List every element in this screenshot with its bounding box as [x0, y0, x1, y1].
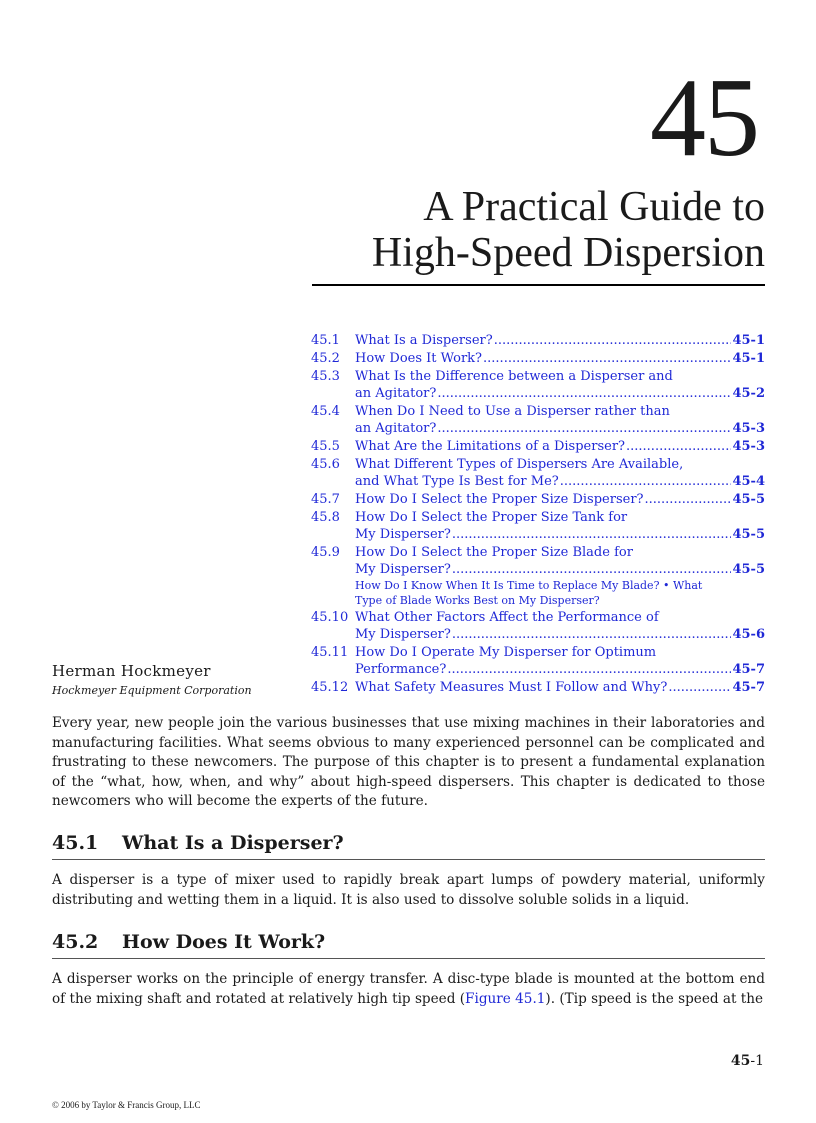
chapter-number: 45: [650, 56, 758, 180]
toc-entry-number: 45.8: [311, 510, 340, 525]
toc-entry-title: My Disperser?: [355, 527, 451, 542]
toc-page-number: 45-7: [732, 680, 765, 695]
toc-entry-title: What Are the Limitations of a Disperser?: [355, 439, 626, 454]
toc-subentry[interactable]: Type of Blade Works Best on My Disperser?: [355, 594, 600, 607]
toc-entry-title: and What Type Is Best for Me?: [355, 474, 559, 489]
figure-link[interactable]: Figure 45.1: [465, 990, 546, 1007]
toc-entry-number: 45.7: [311, 492, 340, 507]
toc-entry-number: 45.12: [311, 680, 349, 695]
toc-entry[interactable]: [311, 350, 765, 367]
toc-entry-line: [355, 561, 765, 578]
toc-entry-body: [355, 403, 765, 437]
section-45-2-paragraph: [52, 970, 765, 1009]
toc-entry-title: What Is a Disperser?: [355, 333, 493, 348]
paragraph-text: ). (Tip speed is the speed at the: [545, 990, 764, 1007]
toc-entry-number: 45.2: [311, 351, 340, 366]
toc-entry-title: My Disperser?: [355, 562, 451, 577]
toc-entry-line: [355, 644, 765, 661]
toc-entry-body: [355, 368, 765, 402]
toc-entry[interactable]: [311, 438, 765, 455]
author-affiliation: Hockmeyer Equipment Corporation: [52, 684, 252, 697]
toc-entry-title: How Does It Work?: [355, 351, 483, 366]
toc-leader-dots: [626, 438, 731, 455]
toc-entry-line: [355, 368, 765, 385]
toc-entry[interactable]: [311, 491, 765, 508]
toc-entry-body: [355, 332, 765, 349]
toc-entry[interactable]: [311, 403, 765, 437]
page-number-page: -1: [750, 1053, 764, 1069]
toc-entry-body: [355, 456, 765, 490]
intro-paragraph: Every year, new people join the various businesses that use mixing machines in their laboratories and manufacturing facilities. What seems obvious to many experienced personnel can be complicated and frustrating to these newcomers. The purpose of this chapter is to present a fundamental explanation of the “what, how, when, and why” about high-speed dispersers. This chapter is dedicated to those newcomers who will become the experts of the future.: [52, 715, 765, 810]
toc-entry-line: [355, 679, 765, 696]
toc-leader-dots: [483, 350, 731, 367]
toc-leader-dots: [494, 332, 732, 349]
section-rule: [52, 859, 765, 860]
toc-entry[interactable]: [311, 644, 765, 678]
toc-page-number: 45-2: [732, 386, 765, 401]
toc-entry-line: [355, 526, 765, 543]
toc-page-number: 45-5: [732, 492, 765, 507]
toc-entry-line: [355, 420, 765, 437]
toc-page-number: 45-4: [732, 474, 765, 489]
page-number-chapter: 45: [730, 1053, 751, 1069]
toc-entry-line: [355, 491, 765, 508]
toc-leader-dots: [437, 420, 731, 437]
toc-entry[interactable]: [311, 544, 765, 608]
toc-entry-title: an Agitator?: [355, 386, 437, 401]
toc-entry-title: When Do I Need to Use a Disperser rather than: [355, 404, 670, 419]
toc-entry-number: 45.5: [311, 439, 340, 454]
toc-entry-line: [355, 473, 765, 490]
toc-entry-line: [355, 350, 765, 367]
toc-entry-number: 45.11: [311, 645, 349, 660]
toc-entry[interactable]: [311, 679, 765, 696]
toc-entry-title: What Is the Difference between a Disperser and: [355, 369, 673, 384]
toc-leader-dots: [645, 491, 732, 508]
chapter-title-line-1: A Practical Guide to: [423, 184, 765, 230]
toc-entry-number: 45.6: [311, 457, 340, 472]
toc-entry[interactable]: [311, 456, 765, 490]
toc-entry-number: 45.3: [311, 369, 340, 384]
toc-entry[interactable]: [311, 368, 765, 402]
table-of-contents: [311, 332, 765, 697]
toc-leader-dots: [452, 626, 732, 643]
section-heading-45-1: [52, 832, 765, 854]
toc-entry-body: [355, 438, 765, 455]
toc-leader-dots: [560, 473, 732, 490]
section-title: How Does It Work?: [122, 931, 326, 953]
toc-entry-number: 45.4: [311, 404, 340, 419]
toc-leader-dots: [452, 526, 732, 543]
toc-entry-line: [355, 403, 765, 420]
toc-entry[interactable]: [311, 509, 765, 543]
toc-entry-title: How Do I Select the Proper Size Disperser?: [355, 492, 644, 507]
toc-entry-body: [355, 644, 765, 678]
toc-entry[interactable]: [311, 332, 765, 349]
toc-entry-title: Performance?: [355, 662, 447, 677]
toc-entry-title: How Do I Select the Proper Size Tank for: [355, 510, 628, 525]
toc-entry-title: How Do I Operate My Disperser for Optimum: [355, 645, 657, 660]
section-number: 45.2: [52, 931, 99, 953]
toc-page-number: 45-6: [732, 627, 765, 642]
toc-entry-line: [355, 509, 765, 526]
chapter-title-line-2: High-Speed Dispersion: [371, 230, 765, 276]
section-number: 45.1: [52, 832, 99, 854]
toc-entry-line: [355, 438, 765, 455]
toc-entry[interactable]: [311, 609, 765, 643]
toc-page-number: 45-1: [732, 333, 765, 348]
title-rule: [312, 284, 765, 286]
toc-page-number: 45-7: [732, 662, 765, 677]
toc-entry-title: My Disperser?: [355, 627, 451, 642]
toc-entry-number: 45.1: [311, 333, 340, 348]
toc-entry-line: [355, 332, 765, 349]
toc-leader-dots: [668, 679, 731, 696]
toc-entry-body: [355, 609, 765, 643]
section-45-1-paragraph: A disperser is a type of mixer used to rapidly break apart lumps of powdery material, uniformly distributing and wetting them in a liquid. It is also used to dissolve soluble solids in a liquid.: [52, 872, 765, 908]
toc-entry-line: [355, 544, 765, 561]
toc-page-number: 45-1: [732, 351, 765, 366]
toc-entry-number: 45.9: [311, 545, 340, 560]
toc-entry-number: 45.10: [311, 610, 349, 625]
toc-page-number: 45-5: [732, 527, 765, 542]
toc-entry-body: [355, 350, 765, 367]
toc-page-number: 45-5: [732, 562, 765, 577]
section-heading-45-2: [52, 931, 765, 953]
toc-entry-title: an Agitator?: [355, 421, 437, 436]
toc-entry-body: [355, 679, 765, 696]
toc-entry-title: What Different Types of Dispersers Are Available,: [355, 457, 684, 472]
toc-entry-line: [355, 661, 765, 678]
toc-entry-title: What Other Factors Affect the Performance of: [355, 610, 659, 625]
page-number: [731, 1053, 764, 1069]
toc-page-number: 45-3: [732, 439, 765, 454]
toc-leader-dots: [447, 661, 731, 678]
toc-entry-line: [355, 609, 765, 626]
toc-leader-dots: [437, 385, 731, 402]
author-name: Herman Hockmeyer: [52, 662, 211, 680]
toc-entry-body: [355, 491, 765, 508]
copyright-notice: © 2006 by Taylor & Francis Group, LLC: [52, 1100, 201, 1110]
toc-entry-line: [355, 456, 765, 473]
toc-entry-line: [355, 626, 765, 643]
toc-entry-body: [355, 509, 765, 543]
toc-leader-dots: [452, 561, 732, 578]
section-rule: [52, 958, 765, 959]
toc-entry-title: How Do I Select the Proper Size Blade for: [355, 545, 633, 560]
toc-entry-title: What Safety Measures Must I Follow and Why?: [355, 680, 668, 695]
paragraph-text: A disperser works on the principle of energy transfer. A disc-type blade is mounted at the bottom end of the mixing shaft and rotated at relatively high tip speed (: [52, 971, 765, 1007]
toc-entry-line: [355, 385, 765, 402]
chapter-title: [372, 184, 765, 276]
toc-entry-body: [355, 544, 765, 608]
toc-page-number: 45-3: [732, 421, 765, 436]
toc-subentry[interactable]: How Do I Know When It Is Time to Replace My Blade? • What: [355, 579, 703, 592]
section-title: What Is a Disperser?: [122, 832, 344, 854]
